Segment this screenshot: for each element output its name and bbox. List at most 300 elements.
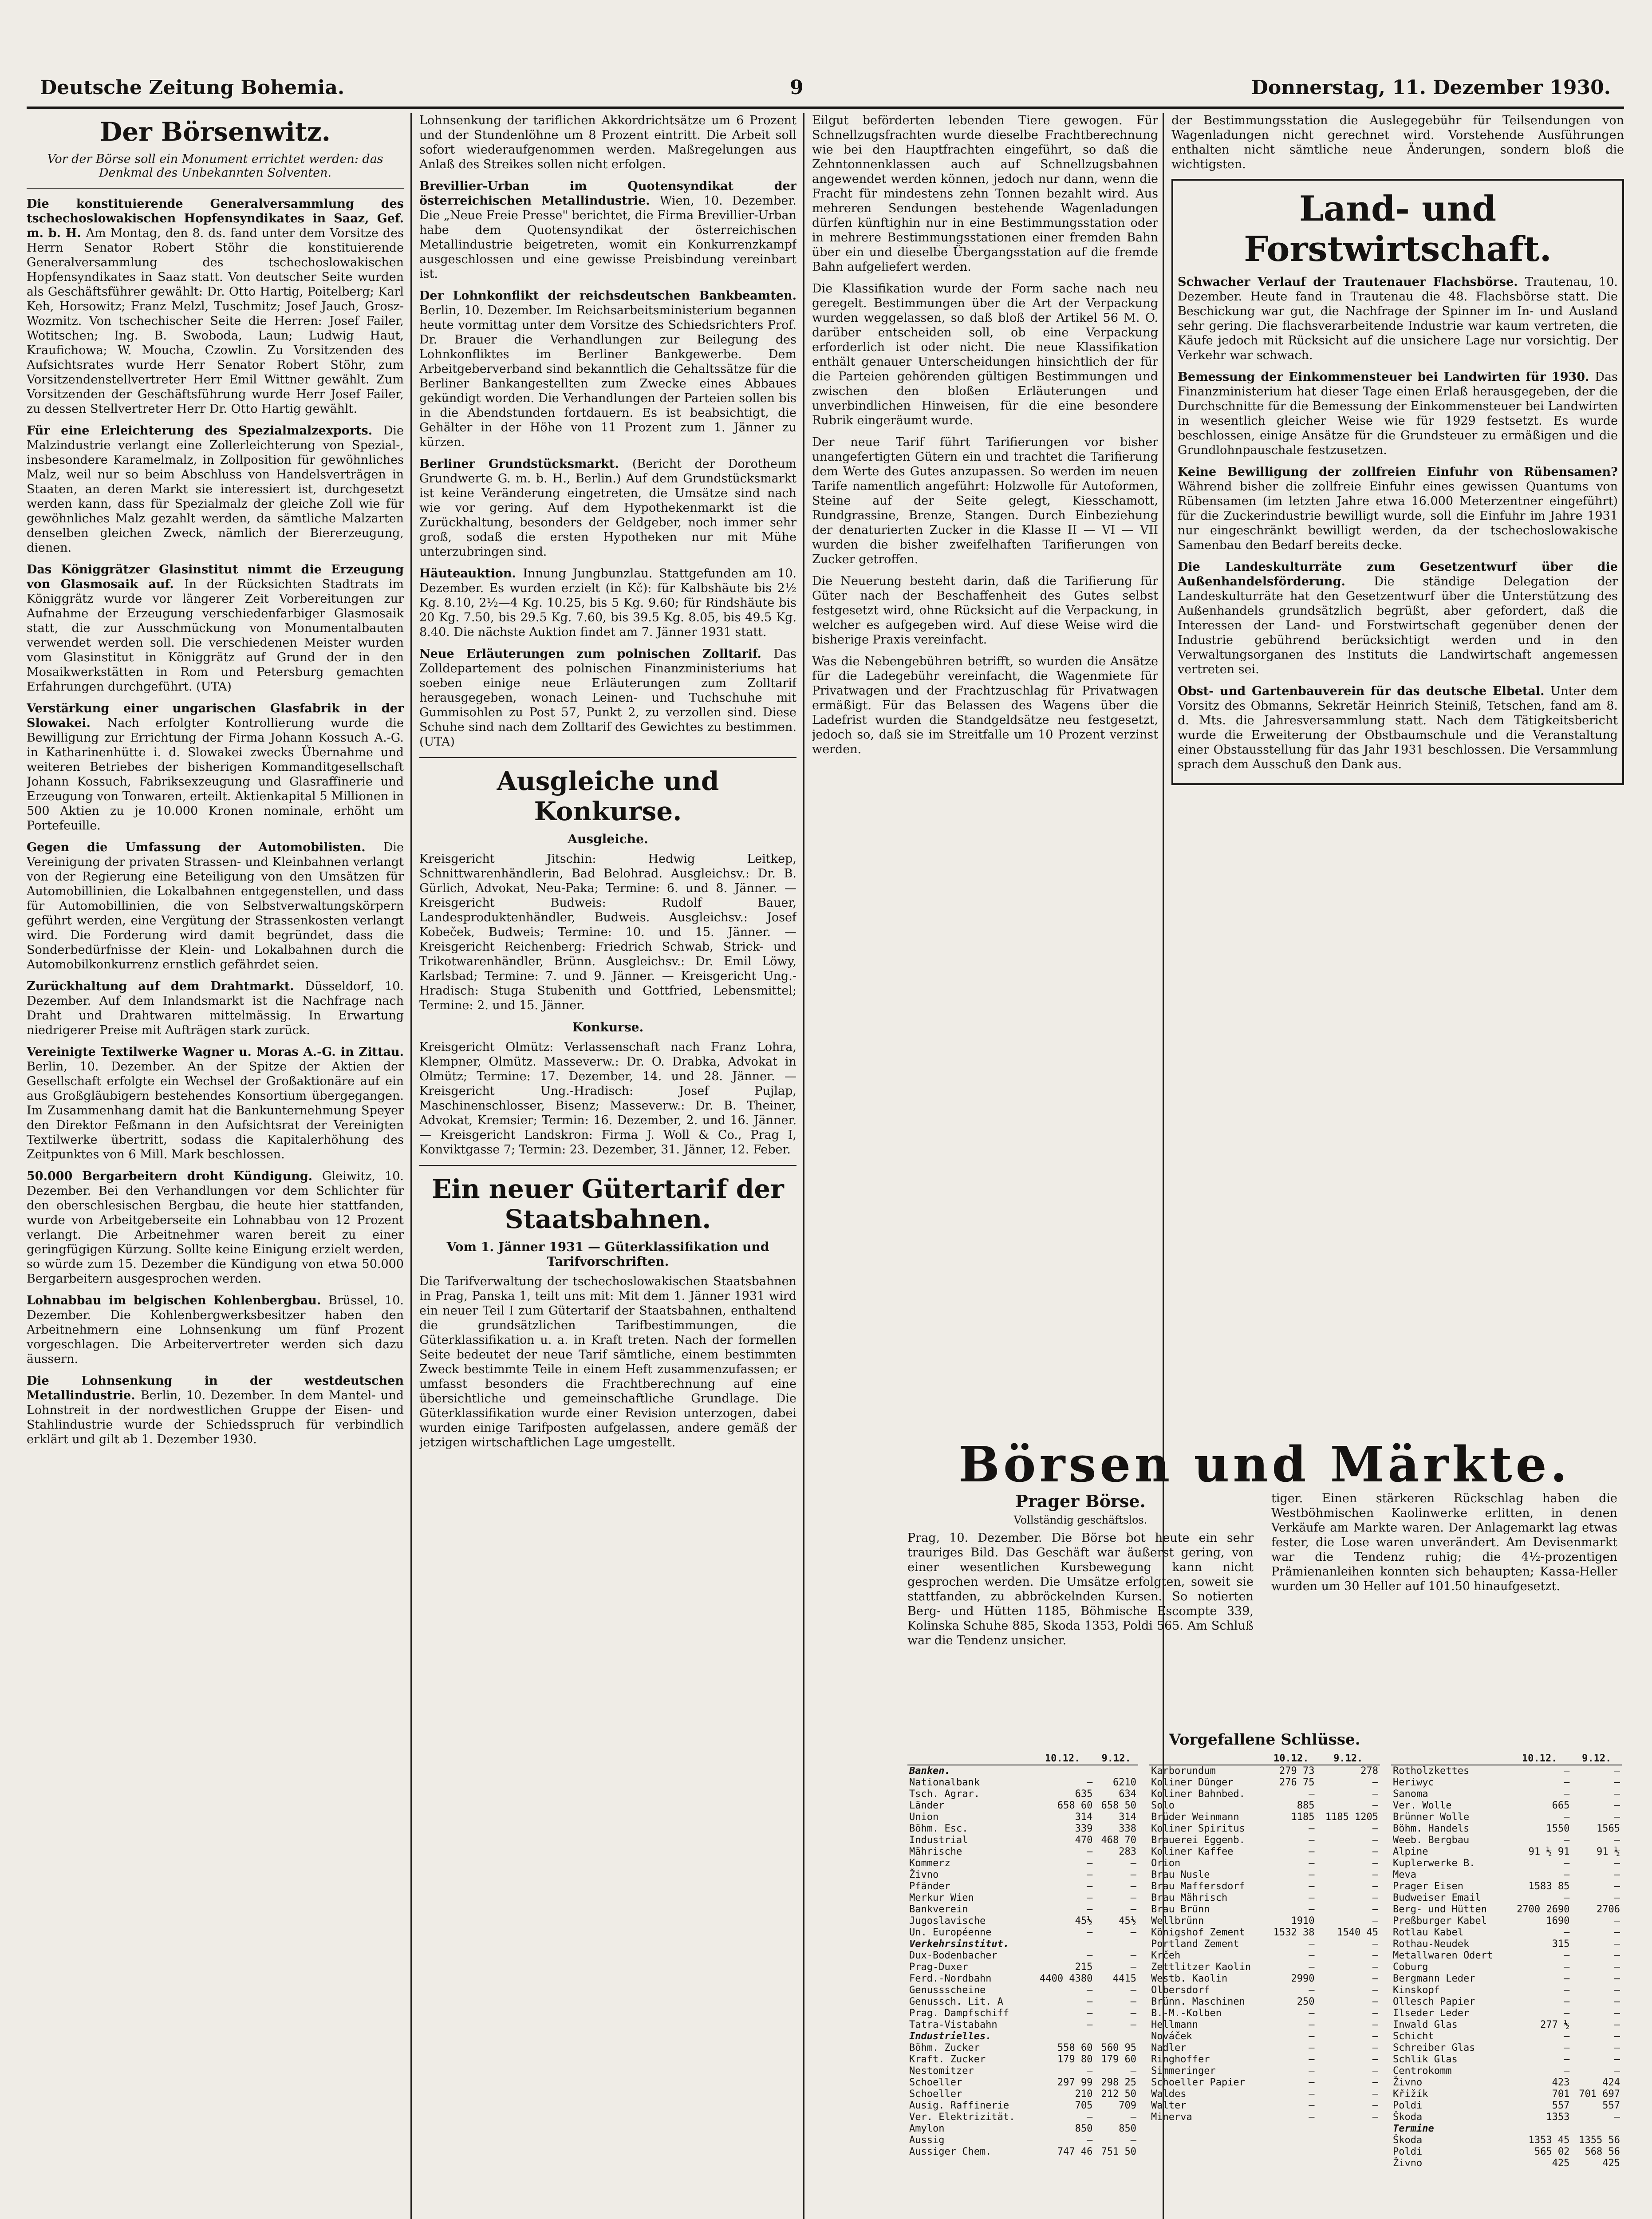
subsection-title: Vom 1. Jänner 1931 — Güterklassifikation und Tarifvorschriften. — [446, 1240, 769, 1269]
price-cell: — — [1564, 1985, 1570, 1996]
table-row — [1149, 1950, 1380, 1962]
price-cell: — — [1564, 2042, 1570, 2053]
table-row — [907, 2019, 1138, 2031]
security-name: Dux-Bodenbacher — [909, 1950, 998, 1961]
price-cell: — — [1614, 2008, 1620, 2019]
price-cell: 1353 45 — [1528, 2135, 1570, 2146]
price-cell: — — [1130, 1904, 1136, 1915]
security-name: Kommerz — [909, 1858, 950, 1869]
article-title: Bemessung der Einkommensteuer bei Landwirten für 1930. — [1178, 370, 1595, 384]
price-cell: — — [1309, 1950, 1315, 1961]
price-cell: — — [1564, 1777, 1570, 1788]
table-row — [1149, 1962, 1380, 1973]
table-row — [1149, 1812, 1380, 1823]
table-row — [907, 2146, 1138, 2158]
price-cell: 297 99 — [1057, 2077, 1093, 2088]
column-header: 9.12. — [1094, 1753, 1138, 1765]
table-row — [1149, 2112, 1380, 2123]
price-cell: 557 — [1552, 2100, 1570, 2111]
article-title: Der Lohnkonflikt der reichsdeutschen Bankbeamten. — [419, 289, 796, 303]
table-row — [1149, 2065, 1380, 2077]
article-title: Schwacher Verlauf der Trautenauer Flachsbörse. — [1178, 275, 1525, 289]
price-cell: — — [1614, 1835, 1620, 1846]
table-row — [1149, 1800, 1380, 1812]
price-cell: — — [1372, 2077, 1378, 2088]
price-cell: — — [1130, 1892, 1136, 1903]
price-cell: — — [1372, 1881, 1378, 1892]
section-title: Ein neuer Gütertarif der Staatsbahnen. — [432, 1174, 784, 1234]
table-row — [1391, 2135, 1622, 2146]
price-cell: 701 — [1552, 2089, 1570, 2100]
price-cell: — — [1130, 1858, 1136, 1869]
security-name: Poldi — [1393, 2146, 1423, 2157]
price-cell: — — [1372, 2089, 1378, 2100]
price-cell: 2990 — [1291, 1973, 1315, 1984]
price-cell: — — [1309, 1823, 1315, 1834]
price-cell: — — [1309, 2008, 1315, 2019]
subsection-title: Prager Börse. — [1015, 1491, 1146, 1511]
price-cell: — — [1309, 1962, 1315, 1973]
article-text: Berlin, 10. Dezember. In dem Mantel- und Lohnstreit in der nordwestlichen Gruppe der Eisen- und Stahlindustrie wurde der Schiedsspruch für verbindlich erklärt und gilt ab 1. Dezember 1930. — [27, 1389, 404, 1446]
article-text: Berlin, 10. Dezember. Im Reichsarbeitsministerium begannen heute vormittag unter dem Vorsitze des Schiedsrichters Prof. Dr. Brauer die Verhandlungen zur Beilegung des Lohnkonfliktes im Berliner Bankgewerbe. Dem Arbeitgeberverband sind bekanntlich die Gehaltssätze für die Berliner Bankangestellten zum Zwecke eines Abbaues gekündigt worden. Die Verhandlungen der Parteien sollen bis in die Abendstunden fortdauern. Es ist beabsichtigt, die Gehälter in der Höhe von 11 Prozent zum 1. Jänner zu kürzen. — [419, 304, 796, 449]
table-row — [907, 1962, 1138, 1973]
column-header — [1391, 1753, 1508, 1765]
table-row — [907, 2077, 1138, 2089]
table-header-row — [907, 1753, 1138, 1765]
article-text: Kreisgericht Olmütz: Verlassenschaft nach Franz Lohra, Klempner, Olmütz. Masseverw.: Dr. O. Drabka, Advokat in Olmütz; Termine: 17. Dezember, 14. und 28. Jänner. — Kreisgericht Ung.-Hradisch: Josef Pujlap, Maschinenschlosser, Bisenz; Masseverw.: Dr. B. Theiner, Advokat, Kremsier; Termin: 16. Dezember, 2. und 16. Jänner. — Kreisgericht Landskron: Firma J. Woll & Co., Prag I, Konviktgasse 7; Termin: 23. Dezember, 31. Jänner, 12. Feber. — [419, 1040, 796, 1157]
column-header: 9.12. — [1571, 1753, 1622, 1765]
security-name: Živno — [909, 1869, 939, 1880]
price-cell: 2700 2690 — [1517, 1904, 1570, 1915]
security-name: Aussig — [909, 2135, 945, 2146]
article — [27, 197, 404, 416]
table-row — [1391, 1789, 1622, 1800]
price-cell: 850 — [1075, 2123, 1093, 2134]
table-row — [1391, 2031, 1622, 2042]
article-list — [27, 197, 404, 1447]
table-row — [1391, 1846, 1622, 1858]
article-title: Gegen die Umfassung der Automobilisten. — [27, 841, 383, 854]
stock-table — [907, 1753, 1138, 2158]
price-cell: — — [1564, 2008, 1570, 2019]
price-cell: — — [1087, 2135, 1093, 2146]
article — [27, 979, 404, 1038]
table-row — [1149, 1985, 1380, 1996]
article — [419, 457, 796, 559]
price-cell: — — [1372, 2112, 1378, 2123]
price-cell: — — [1309, 1846, 1315, 1857]
price-cell: — — [1309, 1892, 1315, 1903]
price-cell: 314 — [1119, 1812, 1136, 1823]
price-cell: — — [1130, 1869, 1136, 1880]
price-cell: — — [1564, 1835, 1570, 1846]
price-cell: — — [1309, 1939, 1315, 1950]
price-cell: 45½ — [1119, 1915, 1136, 1927]
price-cell: — — [1614, 2112, 1620, 2123]
security-name: Škoda — [1393, 2135, 1423, 2146]
article — [27, 1169, 404, 1286]
price-cell: — — [1564, 1765, 1570, 1777]
subsection-title: Konkurse. — [572, 1020, 644, 1034]
table-row — [907, 1812, 1138, 1823]
security-name: Weeb. Bergbau — [1393, 1835, 1470, 1846]
price-cell: — — [1372, 1915, 1378, 1927]
section-title: Ausgleiche und Konkurse. — [497, 766, 719, 826]
security-name: Industrial — [909, 1835, 968, 1846]
price-cell: 1355 56 — [1579, 2135, 1620, 2146]
security-name: Walter — [1151, 2100, 1187, 2111]
price-cell: — — [1087, 2019, 1093, 2030]
price-cell: — — [1614, 1985, 1620, 1996]
table-row — [1391, 1892, 1622, 1904]
article-text: Wien, 10. Dezember. Die „Neue Freie Presse" berichtet, die Firma Brevillier-Urban habe dem Quotensyndikat der österreichischen Metallindustrie beigetreten, womit ein Konkurrenzkampf ausgeschlossen und eine gewisse Preisbindung vereinbart ist. — [419, 194, 796, 281]
article — [1178, 275, 1618, 363]
article — [419, 179, 796, 281]
security-name: Škoda — [1393, 2112, 1423, 2123]
price-cell: 705 — [1075, 2100, 1093, 2111]
table-row — [1391, 2123, 1622, 2135]
price-cell: — — [1130, 1985, 1136, 1996]
price-cell: 91 ½ 91 — [1528, 1846, 1570, 1857]
price-cell: 1540 45 — [1337, 1927, 1378, 1938]
table-row — [907, 1869, 1138, 1881]
price-cell — [1094, 1939, 1138, 1950]
price-cell: 314 — [1075, 1812, 1093, 1823]
security-name: Brau Mährisch — [1151, 1892, 1228, 1903]
price-cell: 4415 — [1113, 1973, 1136, 1984]
table-row — [907, 2054, 1138, 2065]
price-cell: — — [1372, 2042, 1378, 2053]
security-name: Rothau-Neudek — [1393, 1939, 1470, 1950]
security-name: Böhm. Handels — [1393, 1823, 1470, 1834]
price-cell: 277 ½ — [1540, 2019, 1570, 2030]
table-row — [1391, 2054, 1622, 2065]
table-row — [1149, 1777, 1380, 1789]
table-row — [1149, 2054, 1380, 2065]
price-cell: 250 — [1297, 1996, 1315, 2007]
table-row — [907, 2135, 1138, 2146]
table-header-row — [1149, 1753, 1380, 1765]
price-cell: 1910 — [1291, 1915, 1315, 1927]
security-name: Portland Zement — [1151, 1939, 1239, 1950]
article-title: Häuteauktion. — [419, 567, 523, 580]
table-row — [907, 1996, 1138, 2008]
price-cell: — — [1614, 1950, 1620, 1961]
table-row — [1391, 2089, 1622, 2100]
table-row — [1391, 1777, 1622, 1789]
article — [419, 113, 796, 172]
price-cell: — — [1614, 1812, 1620, 1823]
article — [812, 113, 1158, 274]
table-row — [907, 2112, 1138, 2123]
table-row — [1391, 1939, 1622, 1950]
article-text: Kreisgericht Jitschin: Hedwig Leitkep, Schnittwarenhändlerin, Bad Belohrad. Ausgleichsv.: Dr. B. Gürlich, Advokat, Neu-Paka; Termine: 6. und 8. Jänner. — Kreisgericht Budweis: Rudolf Bauer, Landesproduktenhändler, Budweis. Ausgleichsv.: Josef Kobeček, Budweis; Termine: 10. und 15. Jänner. — Kreisgericht Reichenberg: Friedrich Schwab, Strick- und Trikotwarenhändler, Brünn. Ausgleichsv.: Dr. Emil Löwy, Karlsbad; Termine: 7. und 9. Jänner. — Kreisgericht Ung.-Hradisch: Stuga Stubenith und Gottfried, Lebensmittel; Termine: 2. und 15. Jänner. — [419, 852, 796, 1012]
price-cell: — — [1372, 1823, 1378, 1834]
security-name: Mährische — [909, 1846, 962, 1857]
price-cell: 1185 1205 — [1325, 1812, 1378, 1823]
price-cell: — — [1372, 1777, 1378, 1788]
security-name: Orion — [1151, 1858, 1181, 1869]
security-name: Ver. Elektrizität. — [909, 2112, 1015, 2123]
price-cell: 558 60 — [1057, 2042, 1093, 2053]
article — [1178, 465, 1618, 553]
table-row — [1149, 1996, 1380, 2008]
table-row — [1391, 1823, 1622, 1835]
table-header-row — [1391, 1753, 1622, 1765]
security-name: Länder — [909, 1800, 945, 1811]
price-cell: — — [1309, 2031, 1315, 2042]
security-name: Westb. Kaolin — [1151, 1973, 1228, 1984]
price-cell: — — [1372, 2065, 1378, 2077]
price-cell: — — [1614, 2031, 1620, 2042]
table-row — [907, 2100, 1138, 2112]
article-text: Die Klassifikation wurde der Form sache nach neu geregelt. Bestimmungen über die Art der Verpackung wurden weggelassen, so daß bloß der Artikel 56 M. O. darüber entscheiden soll, ob eine Verpackung erforderlich ist oder nicht. Die neue Klassifikation enthält genauer Unterscheidungen hinsichtlich der für die Parteien gehörenden gültigen Bestimmungen und zwischen den bloßen Erläuterungen und unverbindlichen Hinweisen, für die eine besondere Rubrik eingeräumt wurde. — [812, 282, 1158, 427]
price-cell: — — [1130, 2065, 1136, 2077]
price-cell: 6210 — [1113, 1777, 1136, 1788]
security-name: Meva — [1393, 1869, 1416, 1880]
table-row — [907, 1858, 1138, 1869]
article-list — [1178, 275, 1618, 772]
price-cell: — — [1087, 1881, 1093, 1892]
security-name: Waldes — [1151, 2089, 1187, 2100]
table-row — [1149, 2077, 1380, 2089]
table-row — [907, 1823, 1138, 1835]
price-cell: — — [1309, 1789, 1315, 1800]
security-name: Wellbrünn — [1151, 1915, 1204, 1927]
price-cell: — — [1564, 2065, 1570, 2077]
security-name: Ver. Wolle — [1393, 1800, 1452, 1811]
price-cell: 568 56 — [1585, 2146, 1620, 2157]
price-cell: 315 — [1552, 1939, 1570, 1950]
price-cell: — — [1564, 1869, 1570, 1880]
price-cell: — — [1614, 1800, 1620, 1811]
price-cell: — — [1564, 1950, 1570, 1961]
price-cell: 635 — [1075, 1789, 1093, 1800]
security-name: Ilseder Leder — [1393, 2008, 1470, 2019]
security-name: Koliner Dünger — [1151, 1777, 1234, 1788]
column-header: 9.12. — [1317, 1753, 1380, 1765]
price-cell: 279 73 — [1279, 1765, 1315, 1777]
table-row — [907, 1800, 1138, 1812]
article-title: Verstärkung einer ungarischen Glasfabrik in der Slowakei. — [27, 702, 404, 730]
price-cell: — — [1309, 2112, 1315, 2123]
price-cell: — — [1372, 1996, 1378, 2007]
table-row — [1391, 2042, 1622, 2054]
price-cell: — — [1614, 2065, 1620, 2077]
column-header: 10.12. — [1266, 1753, 1317, 1765]
price-cell: 425 — [1602, 2158, 1620, 2169]
article-list — [1171, 113, 1624, 172]
table-row — [907, 2008, 1138, 2019]
price-cell: 215 — [1075, 1962, 1093, 1973]
price-cell: — — [1614, 1858, 1620, 1869]
price-cell: 565 02 — [1534, 2146, 1570, 2157]
security-name: Genussscheine — [909, 1985, 986, 1996]
column-4 — [1171, 113, 1624, 1424]
table-row — [1391, 1915, 1622, 1927]
price-cell: — — [1087, 2112, 1093, 2123]
security-name: Amylon — [909, 2123, 945, 2134]
price-cell: — — [1372, 1904, 1378, 1915]
table-row — [1149, 1858, 1380, 1869]
price-cell: — — [1372, 1973, 1378, 1984]
security-name: Ringhoffer — [1151, 2054, 1210, 2065]
security-name: B.-M.-Kolben — [1151, 2008, 1222, 2019]
price-cell: — — [1372, 2031, 1378, 2042]
table-row — [1149, 1915, 1380, 1927]
price-cell: 423 — [1552, 2077, 1570, 2088]
stock-table — [1391, 1753, 1622, 2169]
article — [27, 1293, 404, 1366]
article-text: Prag, 10. Dezember. Die Börse bot heute ein sehr trauriges Bild. Das Geschäft war äußerst gering, von einer wesentlichen Kursbewegung kann nicht gesprochen werden. Die Umsätze erfolgten, soweit sie stattfanden, zu abbröckelnden Kursen. So notierten Berg- und Hütten 1185, Böhmische Escompte 339, Kolinska Schuhe 885, Skoda 1353, Poldi 565. Am Schluß war die Tendenz unsicher. — [907, 1531, 1254, 1647]
table-row — [907, 2042, 1138, 2054]
table-row — [1391, 1927, 1622, 1939]
price-cell: — — [1614, 1927, 1620, 1938]
price-cell: — — [1564, 1927, 1570, 1938]
article-title: Berliner Grundstücksmarkt. — [419, 457, 632, 471]
price-cell: 701 697 — [1579, 2089, 1620, 2100]
security-name: Olbersdorf — [1151, 1985, 1210, 1996]
article — [27, 701, 404, 833]
security-name: Brauerei Eggenb. — [1151, 1835, 1245, 1846]
security-name: Coburg — [1393, 1962, 1428, 1973]
price-cell: — — [1309, 2054, 1315, 2065]
security-name: Solo — [1151, 1800, 1175, 1811]
table-row — [1391, 1835, 1622, 1846]
table-row — [1391, 1973, 1622, 1985]
security-name: Budweiser Email — [1393, 1892, 1481, 1903]
price-cell: — — [1614, 1996, 1620, 2007]
table-row — [1391, 2146, 1622, 2158]
price-cell: — — [1614, 2042, 1620, 2053]
price-cell: — — [1087, 1858, 1093, 1869]
article-title: Vereinigte Textilwerke Wagner u. Moras A.-G. in Zittau. — [27, 1045, 404, 1059]
article-title: Die konstituierende Generalversammlung des tschechoslowakischen Hopfensyndikates in Saaz, Gef. m. b. H. — [27, 197, 404, 240]
table-row — [1391, 1996, 1622, 2008]
price-cell: 4400 4380 — [1040, 1973, 1093, 1984]
price-cell: 91 ½ — [1597, 1846, 1620, 1857]
security-name: Berg- und Hütten — [1393, 1904, 1487, 1915]
article-list — [419, 113, 796, 749]
security-name: Bergmann Leder — [1393, 1973, 1475, 1984]
price-cell: — — [1564, 1996, 1570, 2007]
price-cell: — — [1614, 1881, 1620, 1892]
table-row — [1149, 1881, 1380, 1892]
security-name: Schlik Glas — [1393, 2054, 1458, 2065]
price-cell: 45½ — [1075, 1915, 1093, 1927]
article-title: Die Landeskulturräte zum Gesetzentwurf über die Außenhandelsförderung. — [1178, 560, 1618, 588]
table-row — [1391, 1904, 1622, 1915]
article-text: Düsseldorf, 10. Dezember. Auf dem Inlandsmarkt ist die Nachfrage nach Draht und Drahtwaren mittelmässig. In Erwartung niedrigerer Preise mit Aufträgen stark zurück. — [27, 979, 404, 1037]
article — [812, 435, 1158, 567]
price-cell: — — [1087, 1846, 1093, 1857]
security-name: Kinskopf — [1393, 1985, 1440, 1996]
article-text: Lohnsenkung der tariflichen Akkordrichtsätze um 6 Prozent und der Stundenlöhne um 8 Prozent eintritt. Die Arbeit soll sofort wiederaufgenommen werden. Maßregelungen aus Anlaß des Streikes sollen nicht erfolgen. — [419, 114, 796, 171]
table-row — [1391, 2077, 1622, 2089]
security-name: Prag. Dampfschiff — [909, 2008, 1009, 2019]
price-cell — [1031, 2031, 1094, 2042]
table-row — [907, 1904, 1138, 1915]
table-row — [1391, 1800, 1622, 1812]
table-row — [1149, 2031, 1380, 2042]
price-cell: 1565 — [1597, 1823, 1620, 1834]
security-name: Brau Maffersdorf — [1151, 1881, 1245, 1892]
price-cell: — — [1309, 1869, 1315, 1880]
price-cell: — — [1372, 2100, 1378, 2111]
security-name: Kraft. Zucker — [909, 2054, 986, 2065]
price-cell: — — [1564, 1892, 1570, 1903]
article-title: Lohnabbau im belgischen Kohlenbergbau. — [27, 1294, 329, 1307]
security-name: Un. Européenne — [909, 1927, 992, 1938]
table-row — [1391, 1950, 1622, 1962]
stock-tables — [907, 1753, 1622, 2219]
article — [1171, 113, 1624, 172]
table-row — [1149, 1869, 1380, 1881]
price-cell: — — [1130, 2135, 1136, 2146]
security-name: Brau Nusle — [1151, 1869, 1210, 1880]
article-text: Die Malzindustrie verlangt eine Zollerleichterung von Spezial-, insbesondere Karamelmalz, in Zollposition für gewöhnliches Malz, weil nur so beim Abschluss von Handelsverträgen in Staaten, an deren Markt sie interessiert ist, durchgesetzt werden kann, dass für Spezialmalz der gleiche Zoll wie für gewöhnliches Malz gezahlt werden, da sämtliche Malzarten denselben gleichen Zweck, nämlich der Biererzeugung, dienen. — [27, 424, 404, 555]
column-rule — [410, 113, 412, 2219]
subsection-title: Ausgleiche. — [568, 832, 648, 846]
price-cell: 339 — [1075, 1823, 1093, 1834]
price-cell: — — [1087, 1927, 1093, 1938]
column-header — [907, 1753, 1031, 1765]
price-cell: 468 70 — [1101, 1835, 1136, 1846]
table-row — [907, 1985, 1138, 1996]
table-row — [907, 1892, 1138, 1904]
price-cell: — — [1130, 2019, 1136, 2030]
security-name: Brünn. Maschinen — [1151, 1996, 1245, 2007]
security-name: Schicht — [1393, 2031, 1434, 2042]
security-name: Brüder Weinmann — [1151, 1812, 1239, 1823]
price-cell: — — [1309, 1858, 1315, 1869]
price-cell: — — [1309, 1881, 1315, 1892]
security-name: Koliner Kaffee — [1151, 1846, 1234, 1857]
security-name: Genussch. Lit. A — [909, 1996, 1003, 2007]
security-name: Verkehrsinstitut. — [909, 1939, 1009, 1950]
price-cell: 1185 — [1291, 1812, 1315, 1823]
security-name: Živno — [1393, 2077, 1423, 2088]
table-row — [1149, 1823, 1380, 1835]
article — [1178, 560, 1618, 677]
table-row — [1391, 2158, 1622, 2169]
article-title: 50.000 Bergarbeitern droht Kündigung. — [27, 1169, 322, 1183]
price-cell: — — [1564, 1789, 1570, 1800]
table-row — [1149, 1846, 1380, 1858]
price-cell: 283 — [1119, 1846, 1136, 1857]
price-cell: — — [1614, 1765, 1620, 1777]
article-text: Die Vereinigung der privaten Strassen- und Kleinbahnen verlangt von der Regierung eine Beteiligung von den Umsätzen für Automobillinien, die Lokalbahnen entgegenstellen, und dass für Automobillinien, die von Selbstverwaltungskörpern geführt werden, eine Vergütung der Strassenkosten verlangt wird. Die Forderung wird damit begründet, dass die Sonderbedürfnisse der Klein- und Lokalbahnen durch die Automobilkonkurrenz ernstlich gefährdet seien. — [27, 841, 404, 971]
price-cell: 709 — [1119, 2100, 1136, 2111]
table-row — [907, 1973, 1138, 1985]
article-text: Der neue Tarif führt Tarifierungen vor bisher unangefertigten Gütern ein und trachtet die Tarifierung dem Werte des Gutes anzupassen. So werden im neuen Tarife namentlich angeführt: Holzwolle für Autoformen, Steine auf der Seite gelegt, Kiesschamott, Rundgrassine, Brenze, Stangen. Durch Einbeziehung der denaturierten Zucker in die Klasse II — VI — VII wurden die bisher zweifelhaften Tarifierungen von Zucker getroffen. — [812, 435, 1158, 566]
security-name: Banken. — [909, 1765, 950, 1777]
price-cell: — — [1372, 1892, 1378, 1903]
table-row — [907, 2031, 1138, 2042]
price-cell: — — [1372, 2019, 1378, 2030]
article — [419, 566, 796, 640]
security-name: Böhm. Esc. — [909, 1823, 968, 1834]
security-name: Nestomitzer — [909, 2065, 974, 2077]
price-cell: — — [1614, 1973, 1620, 1984]
article-text: Berlin, 10. Dezember. An der Spitze der Aktien der Gesellschaft erfolgte ein Wechsel der Großaktionäre auf ein aus Großgläubigern bestehendes Konsortium übergegangen. Im Zusammenhang damit hat die Bankunternehmung Speyer den Direktor Feßmann in den Aufsichtsrat der Vereinigten Textilwerke übertritt, sodass die Kapitalerhöhung des Zeitpunktes von 6 Mill. Mark beschlossen. — [27, 1060, 404, 1161]
subsection-title: Vollständig geschäftslos. — [1013, 1514, 1147, 1526]
table-row — [1149, 1904, 1380, 1915]
table-row — [907, 1846, 1138, 1858]
price-cell — [1508, 2123, 1571, 2135]
table-row — [1149, 1927, 1380, 1939]
table-row — [907, 1915, 1138, 1927]
